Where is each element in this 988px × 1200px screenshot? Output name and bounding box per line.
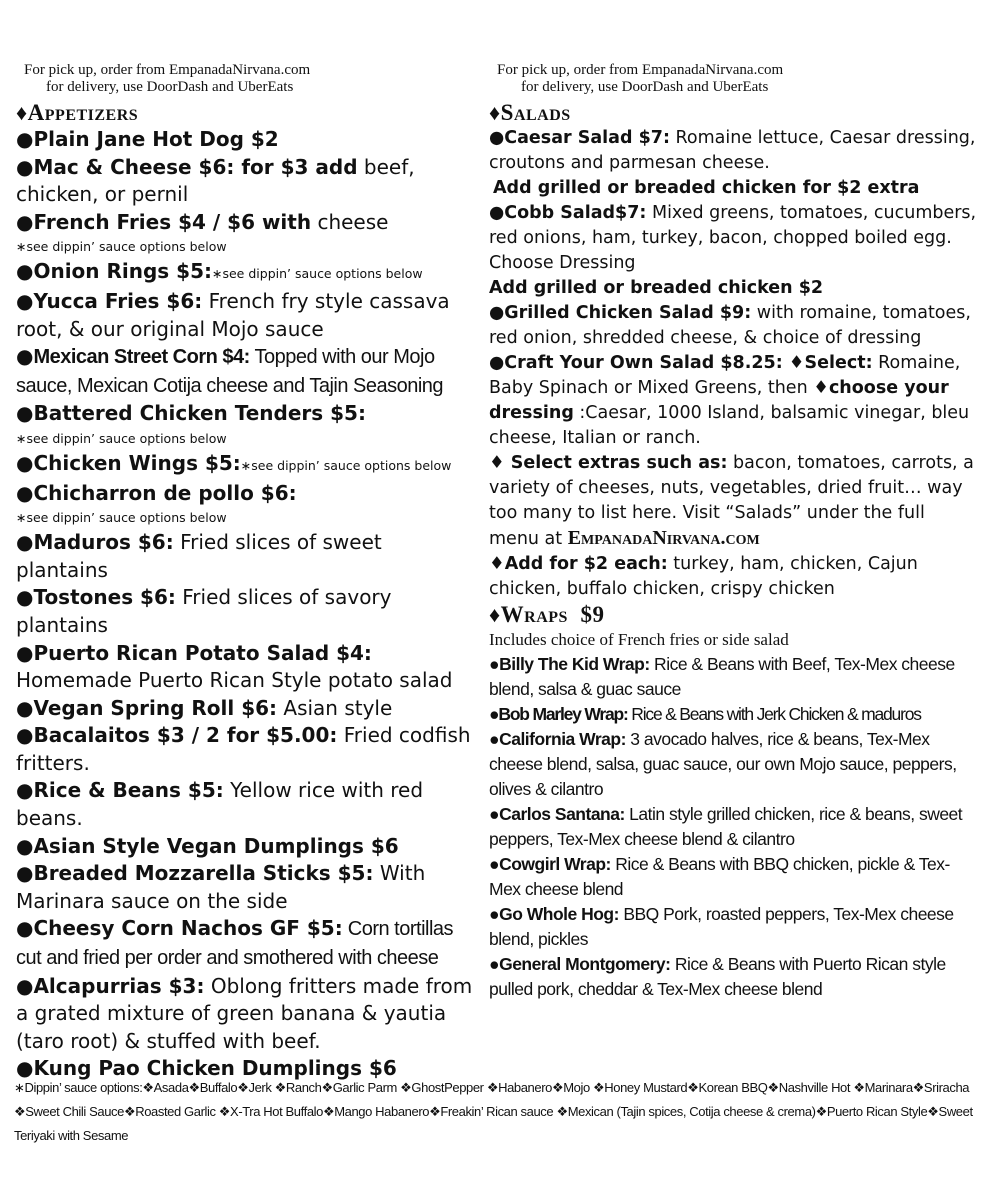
bullet-icon: ● xyxy=(16,259,34,284)
bullet-icon: ● xyxy=(16,585,34,610)
item-name: Craft Your Own Salad $8.25: xyxy=(504,353,789,373)
item-desc: Fried slices of sweet plantains xyxy=(16,530,382,582)
menu-item xyxy=(16,480,480,508)
item-desc: :Caesar, 1000 Island, balsamic vinegar, bleu cheese, Italian or ranch. xyxy=(489,403,970,448)
pickup-note xyxy=(489,62,979,96)
bullet-icon: ● xyxy=(16,530,34,555)
item-name: Cheesy Corn Nachos GF $5: xyxy=(33,916,343,941)
menu-item xyxy=(489,952,979,1002)
menu-item xyxy=(16,209,480,237)
menu-item xyxy=(489,802,979,852)
bullet-icon: ● xyxy=(16,209,34,234)
menu-item xyxy=(16,833,480,861)
bullet-icon: ● xyxy=(16,401,34,426)
item-desc: Homemade Puerto Rican Style potato salad xyxy=(16,668,453,693)
sauce-options-text: Dippin’ sauce options:❖Asada❖Buffalo❖Jerk ❖Ranch❖Garlic Parm ❖GhostPepper ❖Habanero❖Mojo ❖Honey Mustard❖Korean BBQ❖Nashville Hot ❖Marinara❖Sriracha ❖Sweet Chili Sauce❖Roasted Garlic ❖X-Tra Hot Buffalo❖Mango Habanero❖Freakin’ Rican sauce ❖Mexican (Tajin spices, Cotija cheese & crema)❖Puerto Rican Style❖Sweet Teriyaki with Sesame xyxy=(14,1080,973,1143)
diamond-icon: ♦ xyxy=(489,453,505,473)
bullet-icon: ● xyxy=(489,954,500,974)
menu-item xyxy=(16,640,480,695)
item-name: Bacalaitos $3 / 2 for $5.00: xyxy=(33,723,338,748)
bullet-icon: ● xyxy=(489,904,500,924)
item-name: Caesar Salad $7: xyxy=(504,128,670,148)
menu-item xyxy=(16,258,480,288)
bullet-icon: ● xyxy=(16,154,34,179)
diamond-icon: ♦ xyxy=(489,554,505,574)
sauce-note-text: see dippin’ sauce options below xyxy=(26,510,227,526)
item-desc: Fried codfish fritters. xyxy=(16,723,471,775)
menu-item xyxy=(16,343,480,400)
salads-wraps-column xyxy=(489,62,979,1002)
sauce-note-text: see dippin’ sauce options below xyxy=(26,430,227,446)
menu-item xyxy=(489,702,979,727)
item-name: Maduros $6: xyxy=(33,530,174,555)
item-name: Battered Chicken Tenders $5: xyxy=(33,401,366,426)
menu-item xyxy=(16,777,480,832)
menu-item xyxy=(16,400,480,428)
bullet-icon: ● xyxy=(489,128,505,148)
appetizers-column xyxy=(16,62,480,1083)
bullet-icon: ● xyxy=(16,640,34,665)
menu-item xyxy=(489,727,979,802)
appetizers-heading-text: Appetizers xyxy=(27,100,139,125)
pickup-line-1: For pick up, order from EmpanadaNirvana.com xyxy=(24,62,311,78)
appetizers-heading xyxy=(16,100,480,126)
asterisk-icon: ∗ xyxy=(240,457,252,473)
item-desc: Rice & Beans with Jerk Chicken & maduros xyxy=(627,704,921,724)
bullet-icon: ● xyxy=(16,127,34,151)
menu-item xyxy=(16,695,480,723)
bullet-icon: ● xyxy=(16,480,34,505)
bullet-icon: ● xyxy=(16,344,34,369)
item-desc: beef, chicken, or pernil xyxy=(16,154,415,207)
item-name: Bob Marley Wrap: xyxy=(498,704,628,724)
item-name: Go Whole Hog: xyxy=(499,904,619,924)
bullet-icon: ● xyxy=(16,833,34,858)
item-desc: cheese xyxy=(311,209,389,234)
item-desc: French fry style cassava root, & our original Mojo sauce xyxy=(16,288,450,341)
item-name: California Wrap: xyxy=(499,729,626,749)
bullet-icon: ● xyxy=(489,804,500,824)
item-desc: Corn tortillas cut and fried per order and smothered with cheese xyxy=(16,918,454,970)
item-desc: Asian style xyxy=(277,695,393,720)
sauce-note-text: see dippin’ sauce options below xyxy=(26,239,227,255)
item-desc: Romaine lettuce, Caesar dressing, croutons and parmesan cheese. xyxy=(489,128,976,173)
sauce-note-text: see dippin’ sauce options below xyxy=(222,266,423,282)
menu-item xyxy=(16,529,480,584)
menu-item xyxy=(489,201,979,276)
salads-heading-text: Salads xyxy=(500,100,571,125)
item-desc: Latin style grilled chicken, rice & beans, sweet peppers, Tex-Mex cheese blend & cilantro xyxy=(489,804,963,849)
asterisk-icon: ∗ xyxy=(14,1080,25,1095)
bullet-icon: ● xyxy=(489,353,505,373)
item-name: Add for $2 each: xyxy=(504,554,668,574)
menu-item xyxy=(16,973,480,1056)
item-desc: Romaine, Baby Spinach or Mixed Greens, then xyxy=(489,353,961,398)
item-desc: Rice & Beans with Puerto Rican style pulled pork, cheddar & Tex-Mex cheese blend xyxy=(489,954,946,999)
salads-heading xyxy=(489,100,979,126)
item-desc: bacon, tomatoes, carrots, a variety of cheeses, nuts, vegetables, dried fruit… way too many to list here. Visit “Salads” under the full menu at xyxy=(489,453,974,549)
pickup-line-2: for delivery, use DoorDash and UberEats xyxy=(46,79,294,95)
item-desc: Topped with our Mojo sauce, Mexican Cotija cheese and Tajin Seasoning xyxy=(16,346,444,397)
craft-choose-label: choose your dressing xyxy=(489,378,949,423)
menu-item xyxy=(489,126,979,176)
sauce-note xyxy=(16,236,480,258)
diamond-icon: ♦ xyxy=(489,101,501,125)
asterisk-icon: ∗ xyxy=(16,510,27,526)
item-name: Plain Jane Hot Dog $2 xyxy=(33,127,279,151)
item-name: Billy The Kid Wrap: xyxy=(499,654,650,674)
item-desc: Rice & Beans with Beef, Tex-Mex cheese blend, salsa & guac sauce xyxy=(489,654,955,699)
menu-item xyxy=(489,902,979,952)
menu-item xyxy=(489,351,979,451)
menu-item xyxy=(489,652,979,702)
item-name: Mac & Cheese $6: for $3 add xyxy=(33,154,358,179)
wraps-side-note: Includes choice of French fries or side salad xyxy=(489,630,789,649)
item-name: Select extras such as: xyxy=(504,453,728,473)
item-name: Alcapurrias $3: xyxy=(33,973,205,998)
item-desc: with romaine, tomatoes, red onion, shredded cheese, & choice of dressing xyxy=(489,303,971,348)
item-name: Mexican Street Corn $4: xyxy=(33,346,250,369)
menu-item xyxy=(16,126,480,154)
item-name: Cobb Salad$7: xyxy=(504,203,647,223)
menu-item xyxy=(16,154,480,209)
bullet-icon: ● xyxy=(489,729,500,749)
item-name: General Montgomery: xyxy=(499,954,671,974)
asterisk-icon: ∗ xyxy=(16,430,27,446)
item-desc: turkey, ham, chicken, Cajun chicken, buffalo chicken, crispy chicken xyxy=(489,554,918,599)
bullet-icon: ● xyxy=(16,1056,34,1081)
menu-item xyxy=(16,584,480,639)
pickup-line-1: For pick up, order from EmpanadaNirvana.com xyxy=(497,62,784,78)
craft-select-label: Select: xyxy=(804,353,873,373)
diamond-icon: ♦ xyxy=(16,101,28,125)
item-name: Puerto Rican Potato Salad $4: xyxy=(33,640,372,665)
bullet-icon: ● xyxy=(489,303,505,323)
diamond-icon: ♦ xyxy=(813,378,829,398)
add-chicken-note: Add grilled or breaded chicken for $2 extra xyxy=(493,178,920,198)
menu-item xyxy=(489,852,979,902)
wraps-heading-text: Wraps $9 xyxy=(500,602,605,627)
item-name: Vegan Spring Roll $6: xyxy=(33,695,278,720)
add-chicken-note: Add grilled or breaded chicken $2 xyxy=(489,278,824,298)
asterisk-icon: ∗ xyxy=(16,239,27,255)
asterisk-icon: ∗ xyxy=(212,266,223,282)
bullet-icon: ● xyxy=(489,654,500,674)
bullet-icon: ● xyxy=(16,861,34,886)
item-desc: Oblong fritters made from a grated mixture of green banana & yautia (taro root) & stuffed with beef. xyxy=(16,973,473,1053)
item-name: Chicharron de pollo $6: xyxy=(33,480,297,505)
item-name: French Fries $4 / $6 with xyxy=(33,209,312,234)
menu-item xyxy=(16,722,480,777)
diamond-icon: ♦ xyxy=(489,603,501,627)
bullet-icon: ● xyxy=(16,916,34,941)
menu-item xyxy=(16,288,480,343)
menu-item xyxy=(489,451,979,552)
diamond-icon: ♦ xyxy=(788,353,805,373)
sauce-note xyxy=(16,428,480,450)
item-name: Asian Style Vegan Dumplings $6 xyxy=(33,833,399,858)
pickup-note xyxy=(16,62,480,96)
item-desc: BBQ Pork, roasted peppers, Tex-Mex cheese blend, pickles xyxy=(489,904,954,949)
menu-item xyxy=(16,450,480,480)
bullet-icon: ● xyxy=(16,723,34,748)
bullet-icon: ● xyxy=(489,854,500,874)
bullet-icon: ● xyxy=(489,203,505,223)
item-name: Yucca Fries $6: xyxy=(33,288,203,313)
item-name: Kung Pao Chicken Dumplings $6 xyxy=(33,1056,397,1081)
menu-item xyxy=(16,860,480,915)
bullet-icon: ● xyxy=(16,288,34,313)
item-desc: Mixed greens, tomatoes, cucumbers, red onions, ham, turkey, bacon, chopped boiled egg. Choose Dressing xyxy=(489,203,977,273)
item-name: Breaded Mozzarella Sticks $5: xyxy=(33,861,374,886)
menu-item xyxy=(489,552,979,602)
item-name: Cowgirl Wrap: xyxy=(499,854,611,874)
menu-item xyxy=(16,915,480,972)
item-desc: With Marinara sauce on the side xyxy=(16,861,426,913)
item-desc: Yellow rice with red beans. xyxy=(16,778,424,831)
wraps-heading xyxy=(489,602,979,628)
menu-item xyxy=(489,301,979,351)
website-link[interactable]: EmpanadaNirvana.com xyxy=(567,527,760,549)
sauce-note xyxy=(16,507,480,529)
bullet-icon: ● xyxy=(16,695,34,720)
item-desc: 3 avocado halves, rice & beans, Tex-Mex cheese blend, salsa, guac sauce, our own Mojo sauce, peppers, olives & cilantro xyxy=(489,729,957,799)
sauce-note-text: see dippin’ sauce options below xyxy=(251,457,452,473)
item-desc: Rice & Beans with BBQ chicken, pickle & Tex-Mex cheese blend xyxy=(489,854,950,899)
item-desc: Fried slices of savory plantains xyxy=(16,585,392,637)
item-name: Carlos Santana: xyxy=(499,804,625,824)
item-name: Rice & Beans $5: xyxy=(33,778,224,803)
item-name: Tostones $6: xyxy=(33,585,176,610)
bullet-icon: ● xyxy=(489,704,499,724)
bullet-icon: ● xyxy=(16,973,34,998)
bullet-icon: ● xyxy=(16,450,34,475)
pickup-line-2: for delivery, use DoorDash and UberEats xyxy=(521,79,769,95)
item-name: Onion Rings $5: xyxy=(33,259,212,284)
bullet-icon: ● xyxy=(16,778,34,803)
dippin-sauce-options xyxy=(14,1076,974,1148)
item-name: Chicken Wings $5: xyxy=(33,450,241,475)
item-name: Grilled Chicken Salad $9: xyxy=(504,303,752,323)
